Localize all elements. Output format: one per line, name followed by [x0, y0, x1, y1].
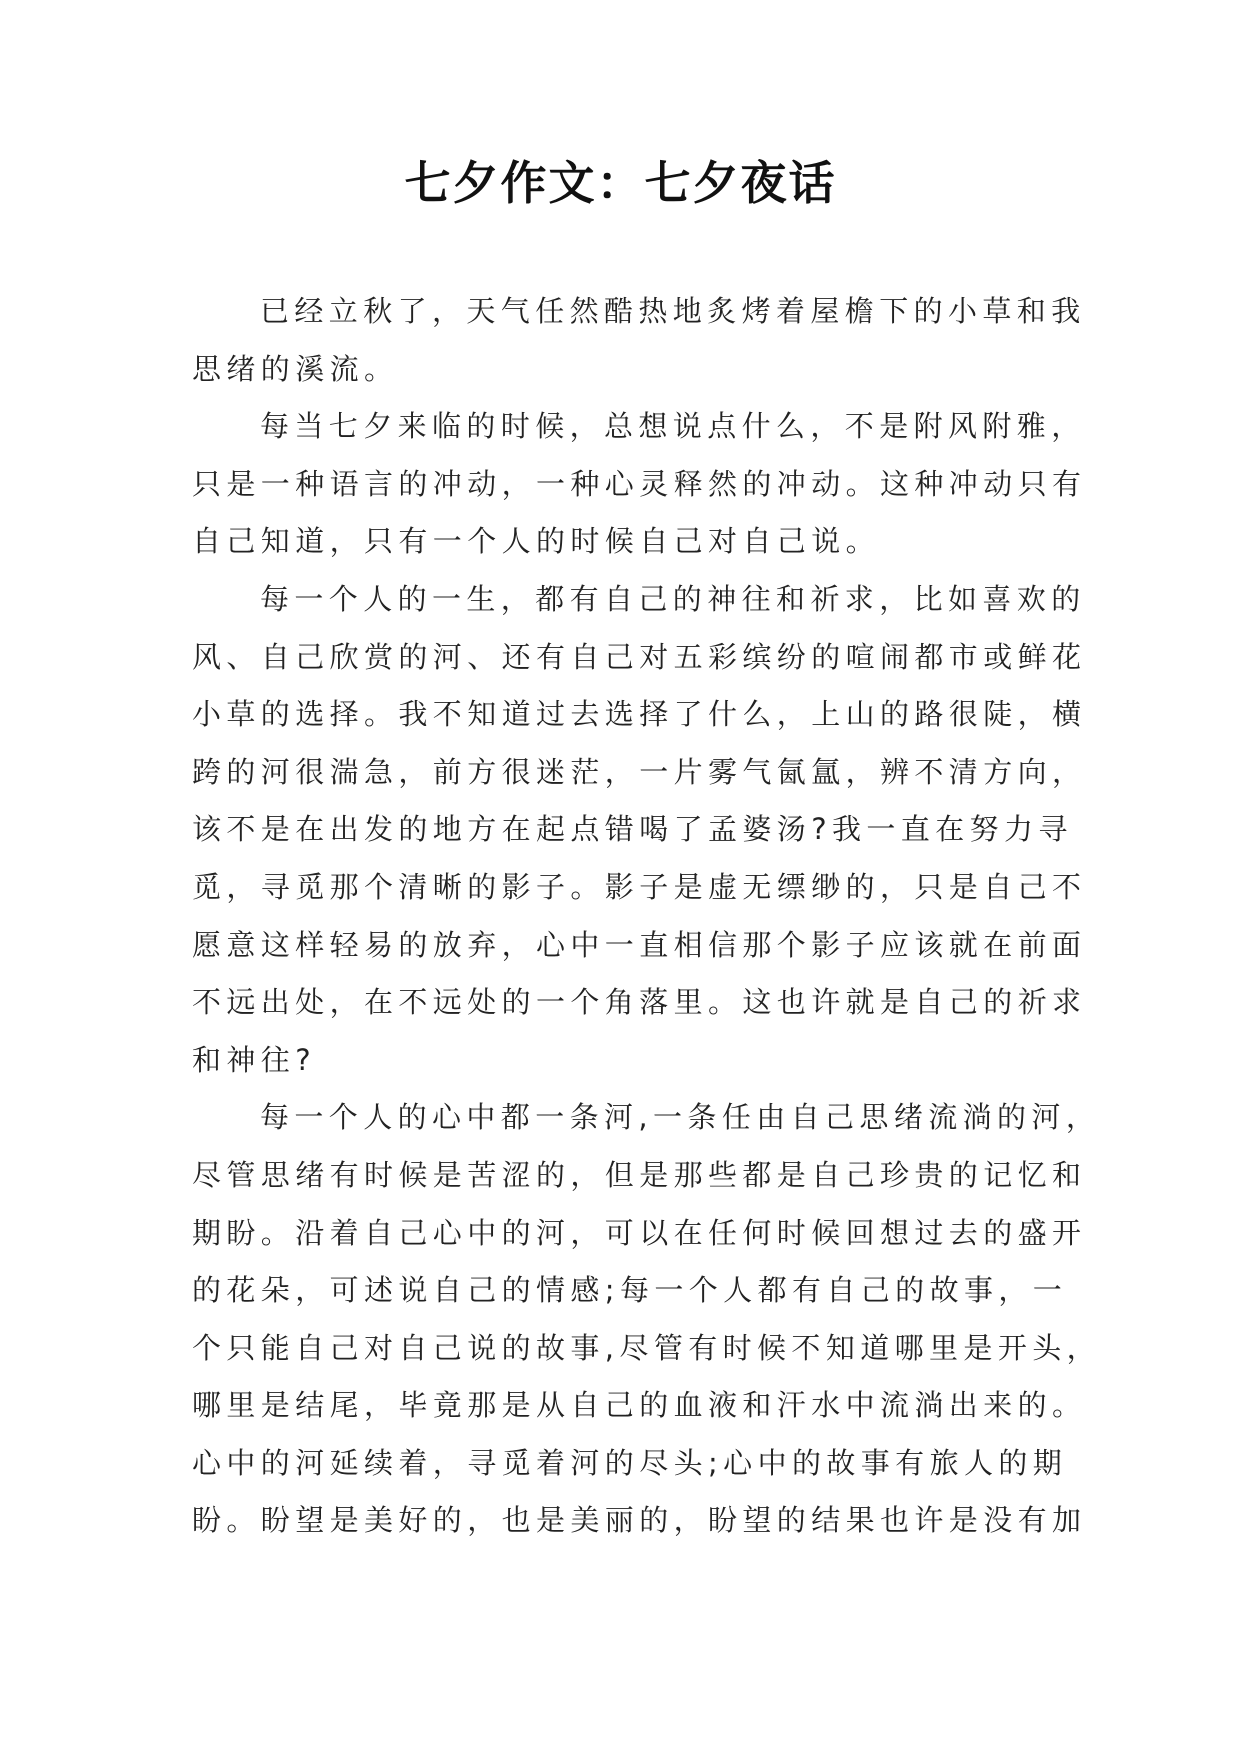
- paragraph-line: 盼。盼望是美好的，也是美丽的，盼望的结果也许是没有加: [192, 1503, 1087, 1538]
- paragraph-line: 自己知道，只有一个人的时候自己对自己说。: [192, 524, 881, 559]
- paragraph-line: 每一个人的心中都一条河,一条任由自己思绪流淌的河，: [260, 1100, 1101, 1135]
- paragraph-line: 思绪的溪流。: [192, 351, 399, 386]
- document-title: 七夕作文：七夕夜话: [404, 156, 837, 210]
- paragraph: [192, 571, 1087, 1089]
- paragraph: [192, 283, 1086, 398]
- paragraph-line: 跨的河很湍急，前方很迷茫，一片雾气氤氲，辨不清方向，: [192, 754, 1087, 789]
- paragraph-line: 该不是在出发的地方在起点错喝了孟婆汤?我一直在努力寻: [192, 812, 1073, 847]
- paragraph-line: 愿意这样轻易的放弃，心中一直相信那个影子应该就在前面: [192, 927, 1087, 962]
- paragraph-line: 尽管思绪有时候是苦涩的，但是那些都是自己珍贵的记忆和: [192, 1157, 1087, 1192]
- paragraph-line: 每当七夕来临的时候，总想说点什么，不是附风附雅，: [260, 409, 1086, 444]
- paragraph-line: 哪里是结尾，毕竟那是从自己的血液和汗水中流淌出来的。: [192, 1388, 1087, 1423]
- paragraph: [192, 398, 1087, 571]
- paragraph-line: 不远出处，在不远处的一个角落里。这也许就是自己的祈求: [192, 985, 1087, 1020]
- document-body: [192, 283, 1102, 1550]
- paragraph-line: 和神往?: [192, 1042, 316, 1077]
- paragraph-line: 只是一种语言的冲动，一种心灵释然的冲动。这种冲动只有: [192, 466, 1087, 501]
- paragraph-line: 个只能自己对自己说的故事,尽管有时候不知道哪里是开头，: [192, 1330, 1102, 1365]
- paragraph-line: 风、自己欣赏的河、还有自己对五彩缤纷的喧闹都市或鲜花: [192, 639, 1087, 674]
- paragraph-line: 心中的河延续着，寻觅着河的尽头;心中的故事有旅人的期: [192, 1445, 1068, 1480]
- paragraph-line: 已经立秋了，天气任然酷热地炙烤着屋檐下的小草和我: [260, 294, 1086, 328]
- paragraph-line: 觅，寻觅那个清晰的影子。影子是虚无缥缈的，只是自己不: [192, 869, 1087, 904]
- paragraph-line: 每一个人的一生，都有自己的神往和祈求，比如喜欢的: [260, 581, 1086, 616]
- paragraph: [192, 1089, 1102, 1550]
- paragraph-line: 的花朵，可述说自己的情感;每一个人都有自己的故事，一: [192, 1273, 1068, 1308]
- paragraph-line: 期盼。沿着自己心中的河，可以在任何时候回想过去的盛开: [192, 1215, 1087, 1250]
- paragraph-line: 小草的选择。我不知道过去选择了什么，上山的路很陡，横: [192, 697, 1087, 732]
